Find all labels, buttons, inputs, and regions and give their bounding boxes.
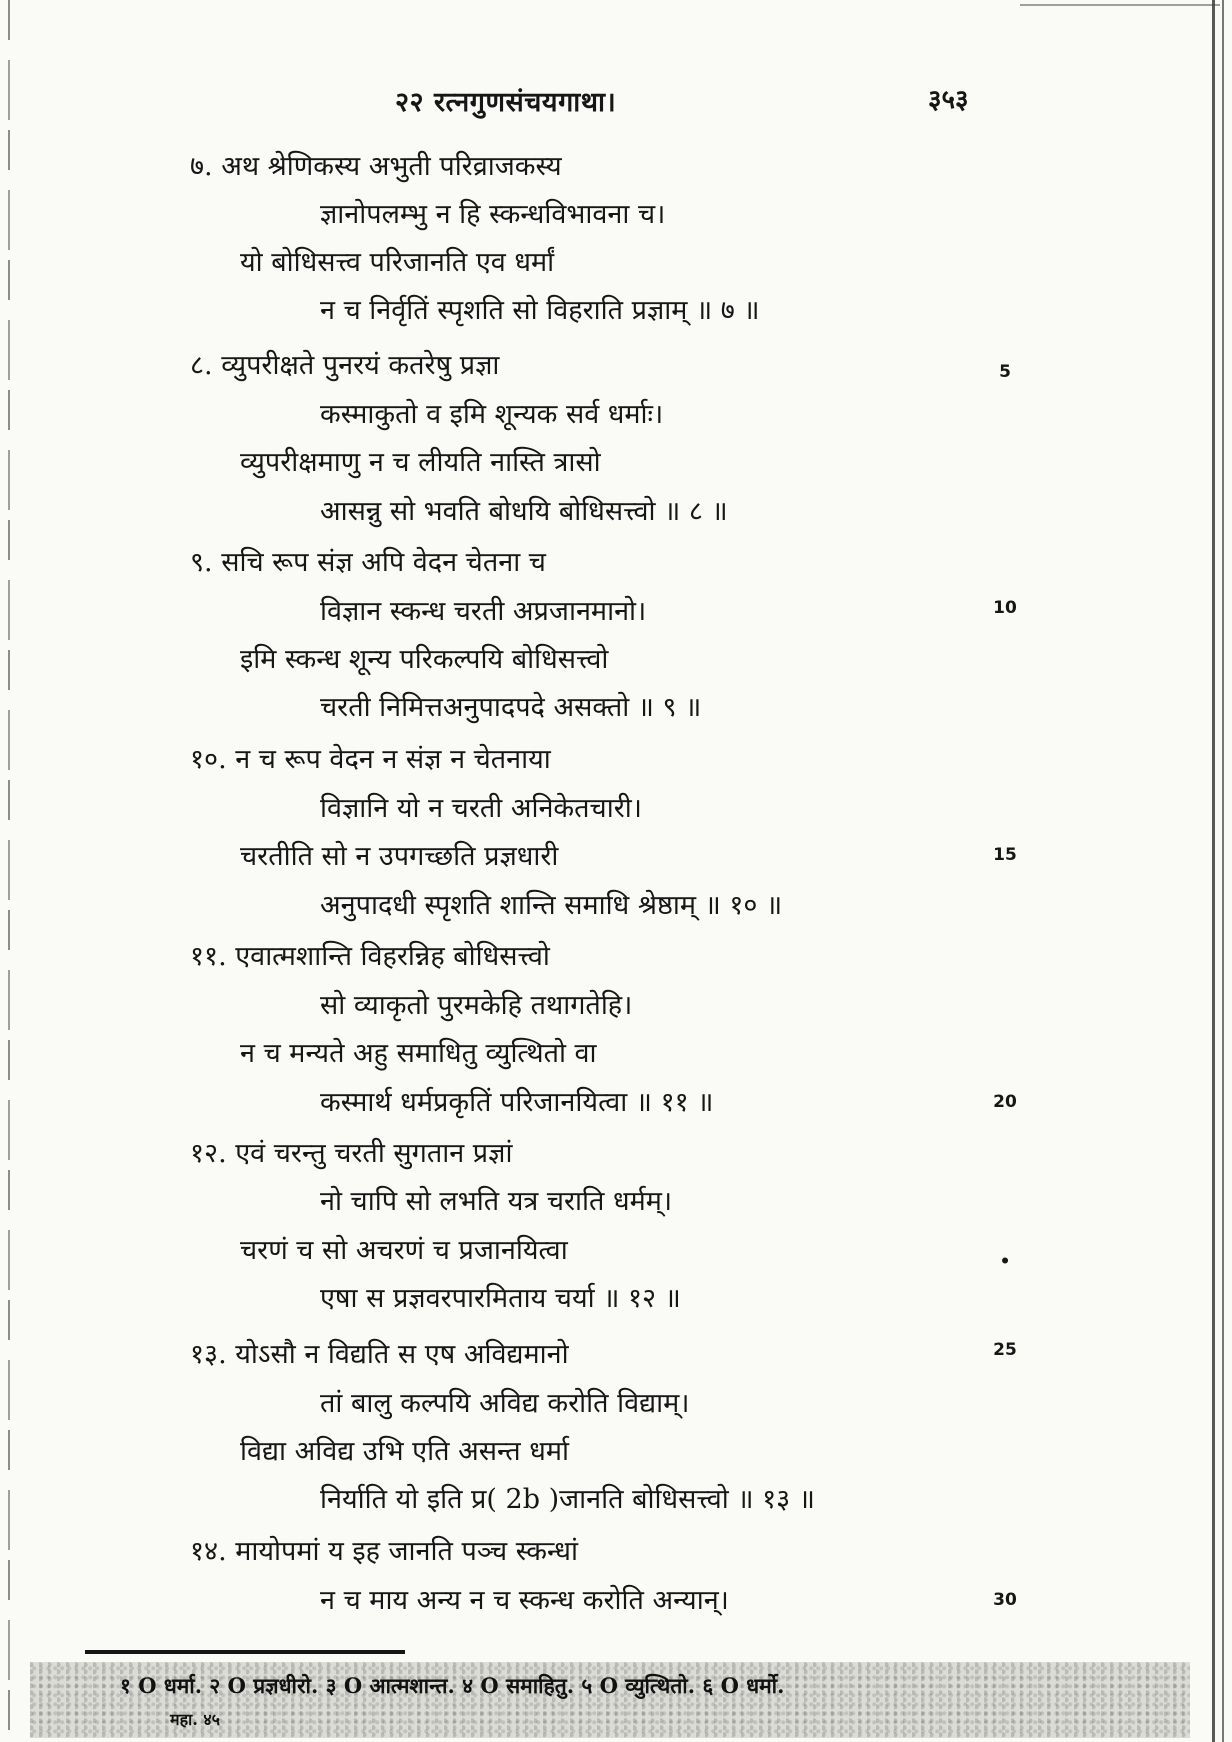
scan-edge-right-outer <box>1222 0 1224 1742</box>
verse-12-line-4: एषा स प्रज्ञवरपारमिताय चर्या ॥ १२ ॥ <box>320 1283 681 1314</box>
scan-edge-left <box>8 0 10 1742</box>
verse-11-line-4: कस्मार्थ धर्मप्रकृतिं परिजानयित्वा ॥ ११ ॥ <box>320 1087 714 1118</box>
margin-line-number: 15 <box>993 845 1017 865</box>
scan-edge-right <box>1212 0 1215 1742</box>
verse-14-line-1: १४. मायोपमां य इह जानति पञ्च स्कन्धां <box>190 1536 579 1567</box>
verse-10-line-3: चरतीति सो न उपगच्छति प्रज्ञधारी <box>240 841 559 872</box>
verse-12-line-2: नो चापि सो लभति यत्र चराति धर्मम्। <box>320 1186 673 1217</box>
verse-11-line-2: सो व्याकृतो पुरमकेहि तथागतेहि। <box>320 990 633 1021</box>
verse-11-line-1: ११. एवात्मशान्ति विहरन्निह बोधिसत्त्वो <box>190 941 550 972</box>
verse-13-line-4: निर्याति यो इति प्र( 2b )जानति बोधिसत्त्वो ॥ १३ ॥ <box>320 1484 815 1515</box>
verse-9-line-1: ९. सचि रूप संज्ञ अपि वेदन चेतना च <box>190 547 546 578</box>
verse-8-line-2: कस्माकुतो व इमि शून्यक सर्व धर्माः। <box>320 399 664 430</box>
verse-11-line-3: न च मन्यते अहु समाधितु व्युत्थितो वा <box>240 1038 597 1069</box>
verse-8-line-1: ८. व्युपरीक्षते पुनरयं कतरेषु प्रज्ञा <box>190 350 500 381</box>
verse-7-line-2: ज्ञानोपलम्भु न हि स्कन्धविभावना च। <box>320 199 666 230</box>
margin-line-number: 25 <box>993 1340 1017 1360</box>
verse-8-line-3: व्युपरीक्षमाणु न च लीयति नास्ति त्रासो <box>240 447 601 478</box>
verse-9-line-2: विज्ञान स्कन्ध चरती अप्रजानमानो। <box>320 596 647 627</box>
top-rule <box>1020 4 1220 6</box>
verse-7-line-1: ७. अथ श्रेणिकस्य अभुती परिव्राजकस्य <box>190 151 562 182</box>
margin-line-number: 20 <box>993 1092 1017 1112</box>
page-number: ३५३ <box>928 85 969 115</box>
margin-line-number: 10 <box>993 598 1017 618</box>
verse-12-line-3: चरणं च सो अचरणं च प्रजानयित्वा <box>240 1235 568 1266</box>
margin-mark: • <box>999 1252 1011 1272</box>
verse-7-line-3: यो बोधिसत्त्व परिजानति एव धर्मां <box>240 247 555 278</box>
verse-14-line-2: न च माय अन्य न च स्कन्ध करोति अन्यान्। <box>320 1585 729 1616</box>
verse-7-line-4: न च निर्वृतिं स्पृशति सो विहराति प्रज्ञाम् ॥ ७ ॥ <box>320 295 760 326</box>
verse-13-line-3: विद्या अविद्य उभि एति असन्त धर्मा <box>240 1436 569 1467</box>
verse-10-line-4: अनुपादधी स्पृशति शान्ति समाधि श्रेष्ठाम् ॥ १० ॥ <box>320 890 783 921</box>
footnotes: १ O धर्मा. २ O प्रज्ञधीरो. ३ O आत्मशान्त. ४ O समाहितु. ५ O व्युत्थितो. ६ O धर्मो. <box>120 1673 785 1698</box>
verse-8-line-4: आसन्नु सो भवति बोधयि बोधिसत्त्वो ॥ ८ ॥ <box>320 496 728 527</box>
verse-12-line-1: १२. एवं चरन्तु चरती सुगतान प्रज्ञां <box>190 1138 513 1169</box>
verse-13-line-1: १३. योऽसौ न विद्यति स एष अविद्यमानो <box>190 1339 569 1370</box>
verse-10-line-1: १०. न च रूप वेदन न संज्ञ न चेतनाया <box>190 744 551 775</box>
margin-line-number: 5 <box>999 362 1011 382</box>
margin-line-number: 30 <box>993 1590 1017 1610</box>
footnote-rule <box>85 1650 405 1654</box>
running-head: २२ रत्नगुणसंचयगाथा। <box>395 87 617 118</box>
verse-9-line-4: चरती निमित्तअनुपादपदे असक्तो ॥ ९ ॥ <box>320 692 702 723</box>
verse-10-line-2: विज्ञानि यो न चरती अनिकेतचारी। <box>320 793 642 824</box>
verse-13-line-2: तां बालु कल्पयि अविद्य करोति विद्याम्। <box>320 1388 690 1419</box>
signature-mark: महा. ४५ <box>170 1710 220 1729</box>
verse-9-line-3: इमि स्कन्ध शून्य परिकल्पयि बोधिसत्त्वो <box>240 644 609 675</box>
